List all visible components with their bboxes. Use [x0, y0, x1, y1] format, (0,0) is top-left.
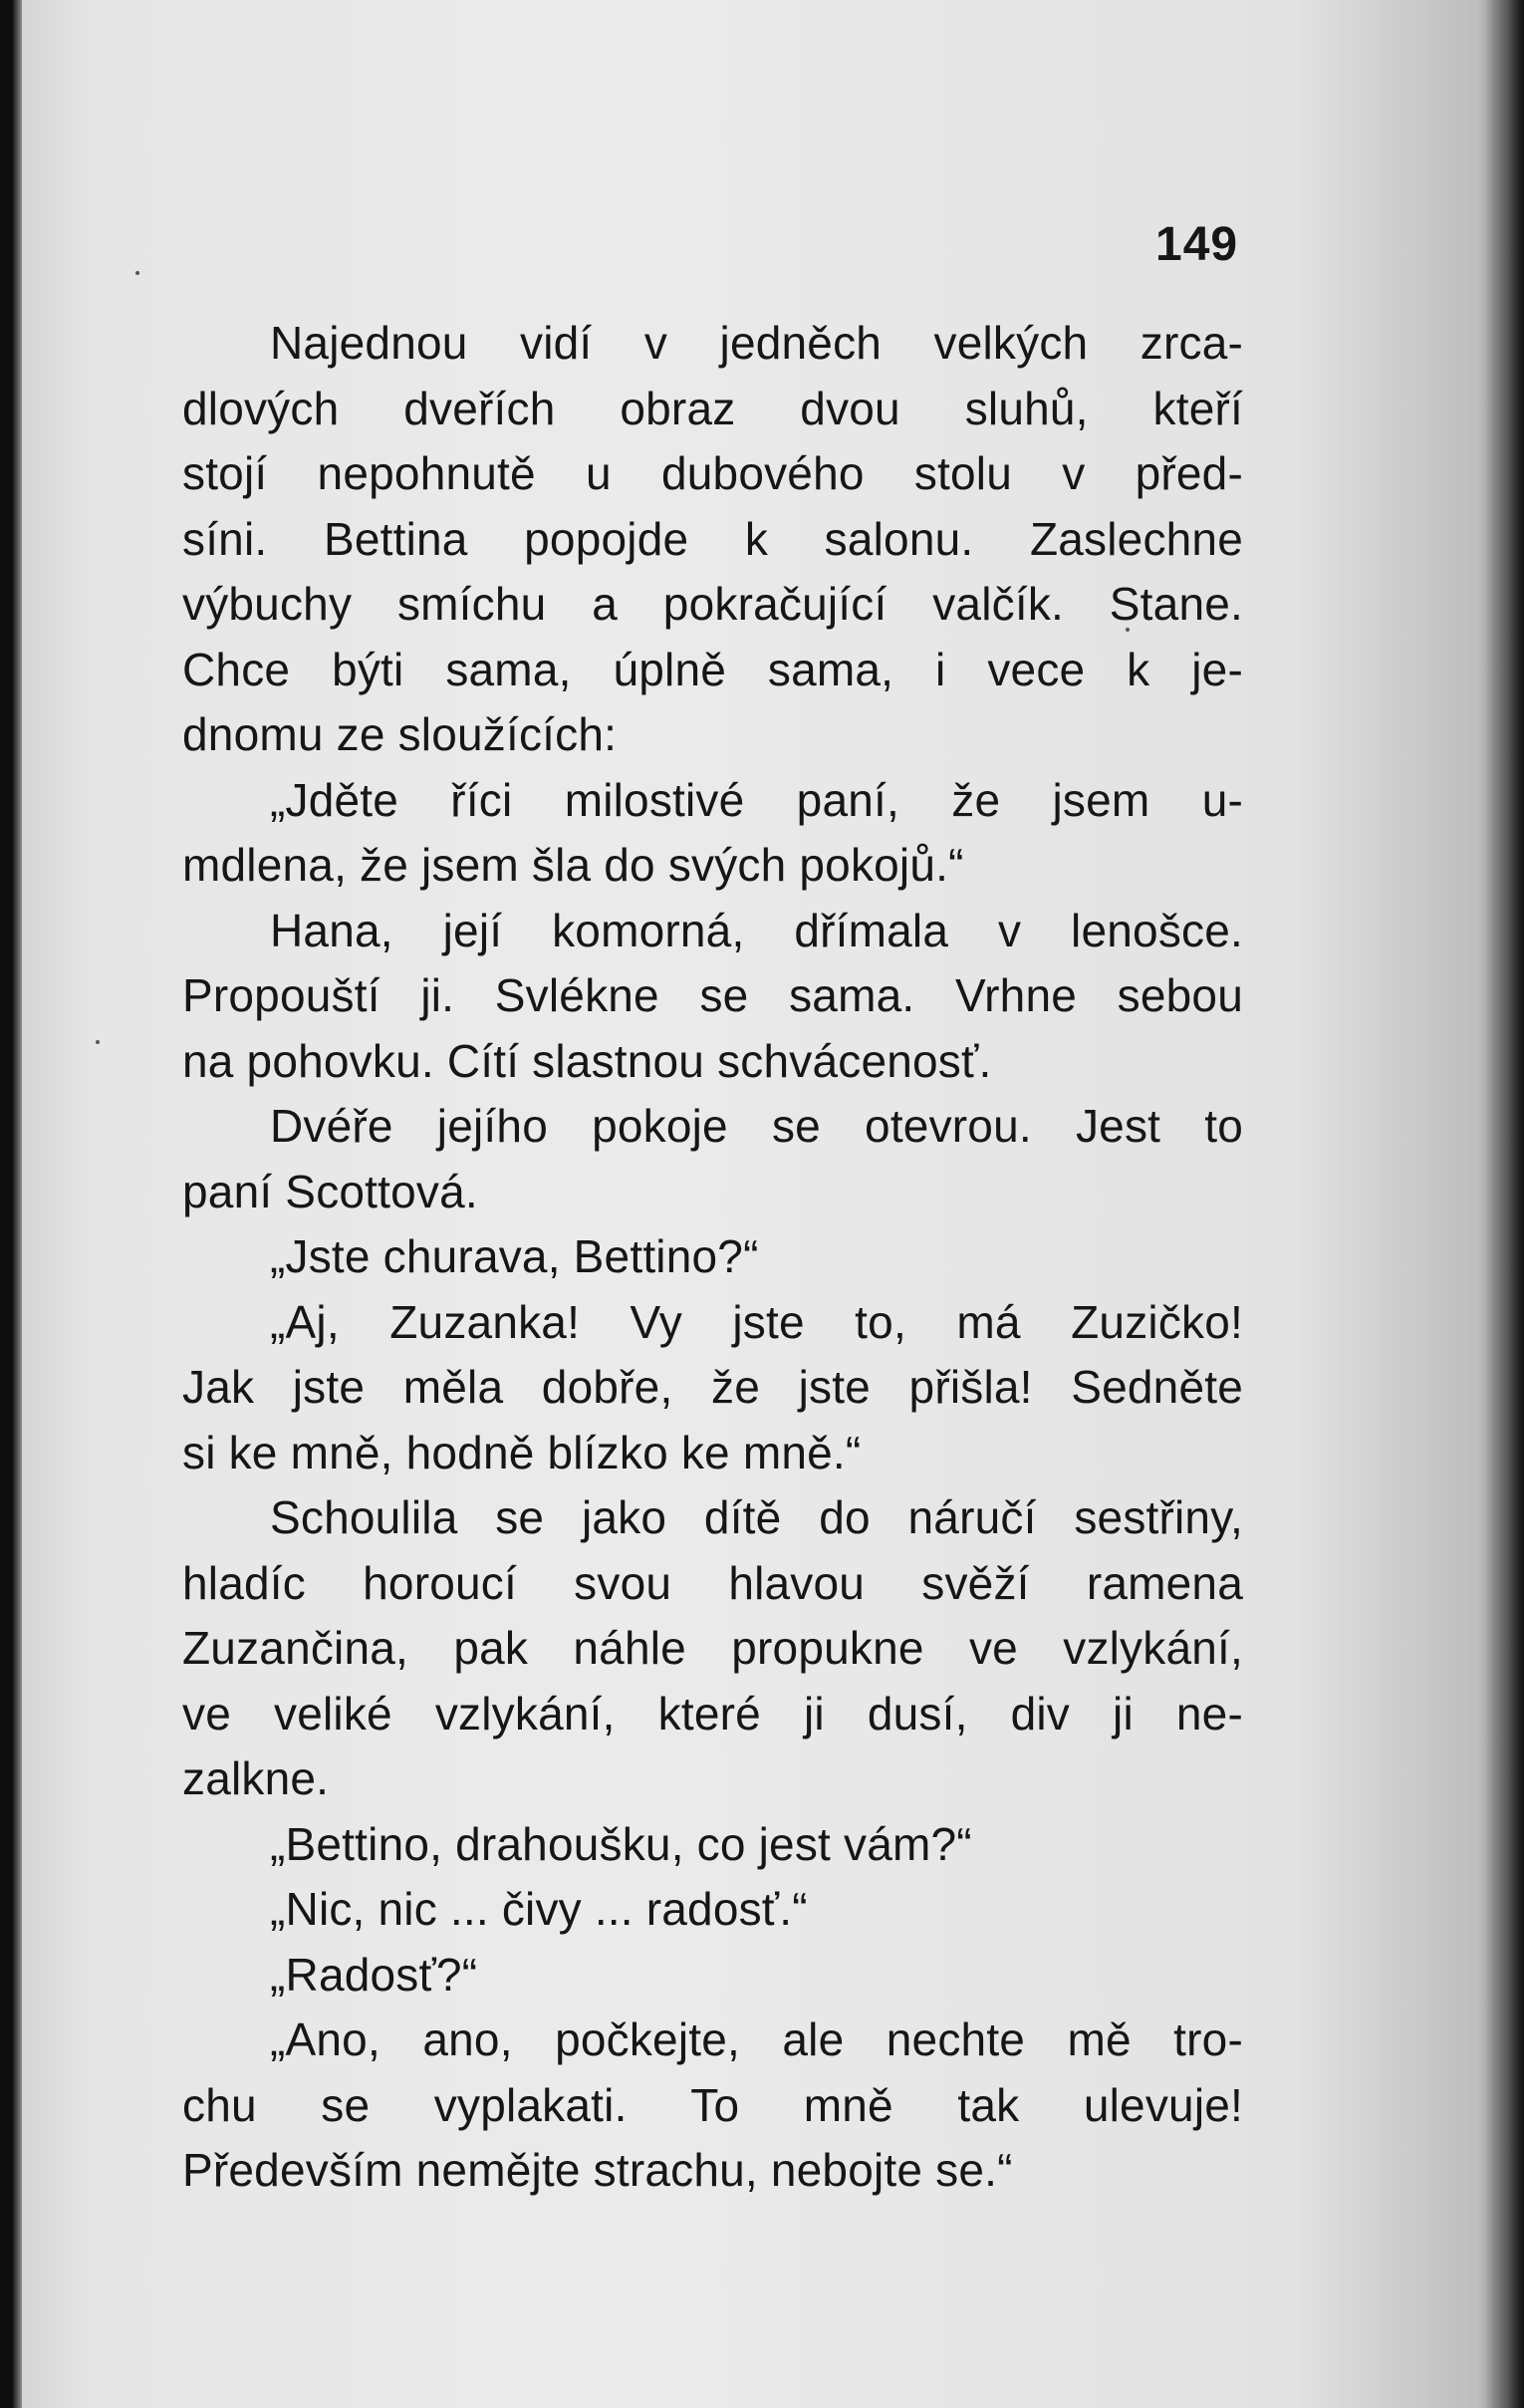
book-spine-shadow [0, 0, 22, 2408]
text-line: Jak jste měla dobře, že jste přišla! Sedněte [182, 1361, 1243, 1413]
text-line: Chce býti sama, úplně sama, i vece k je- [182, 643, 1243, 695]
text-line: dnomu ze sloužících: [182, 708, 618, 760]
text-line: „Ano, ano, počkejte, ale nechte mě tro- [270, 2013, 1243, 2065]
text-line: Zuzančina, pak náhle propukne ve vzlykání, [182, 1622, 1243, 1674]
ink-speck [96, 1040, 100, 1044]
text-line: dlových dveřích obraz dvou sluhů, kteří [182, 382, 1243, 434]
text-line: ve veliké vzlykání, které ji dusí, div ji ne- [182, 1687, 1243, 1739]
text-line: Schoulila se jako dítě do náručí sestřiny, [270, 1491, 1243, 1543]
text-line: výbuchy smíchu a pokračující valčík. Stane. [182, 578, 1243, 630]
text-line: chu se vyplakati. To mně tak ulevuje! [182, 2078, 1243, 2131]
text-line: „Bettino, drahoušku, co jest vám?“ [270, 1817, 972, 1870]
text-line: Propouští ji. Svlékne se sama. Vrhne sebou [182, 969, 1243, 1021]
text-line: paní Scottová. [182, 1165, 478, 1217]
text-line: „Jste churava, Bettino?“ [270, 1230, 759, 1282]
text-line: hladíc horoucí svou hlavou svěží ramena [182, 1556, 1243, 1609]
text-line: mdlena, že jsem šla do svých pokojů.“ [182, 839, 964, 891]
text-line: na pohovku. Cítí slastnou schvácenosť. [182, 1034, 992, 1087]
body-text [182, 311, 1243, 2204]
page-number: 149 [1155, 218, 1239, 271]
ink-speck [135, 271, 139, 275]
text-line: zalkne. [182, 1752, 330, 1804]
text-line: „Jděte říci milostivé paní, že jsem u- [270, 773, 1243, 826]
text-line: Najednou vidí v jedněch velkých zrca- [270, 317, 1243, 369]
text-line: „Aj, Zuzanka! Vy jste to, má Zuzičko! [270, 1295, 1243, 1348]
text-line: Dvéře jejího pokoje se otevrou. Jest to [270, 1100, 1243, 1152]
text-line: stojí nepohnutě u dubového stolu v před- [182, 447, 1243, 499]
text-line: „Radosť?“ [270, 1948, 478, 2001]
text-line: si ke mně, hodně blízko ke mně.“ [182, 1426, 862, 1478]
text-line: Především nemějte strachu, nebojte se.“ [182, 2144, 1013, 2196]
text-line: „Nic, nic ... čivy ... radosť.“ [270, 1883, 808, 1935]
text-line: Hana, její komorná, dřímala v lenošce. [270, 904, 1243, 956]
text-line: síni. Bettina popojde k salonu. Zaslechne [182, 512, 1243, 565]
page-edge-shadow [1484, 0, 1524, 2408]
